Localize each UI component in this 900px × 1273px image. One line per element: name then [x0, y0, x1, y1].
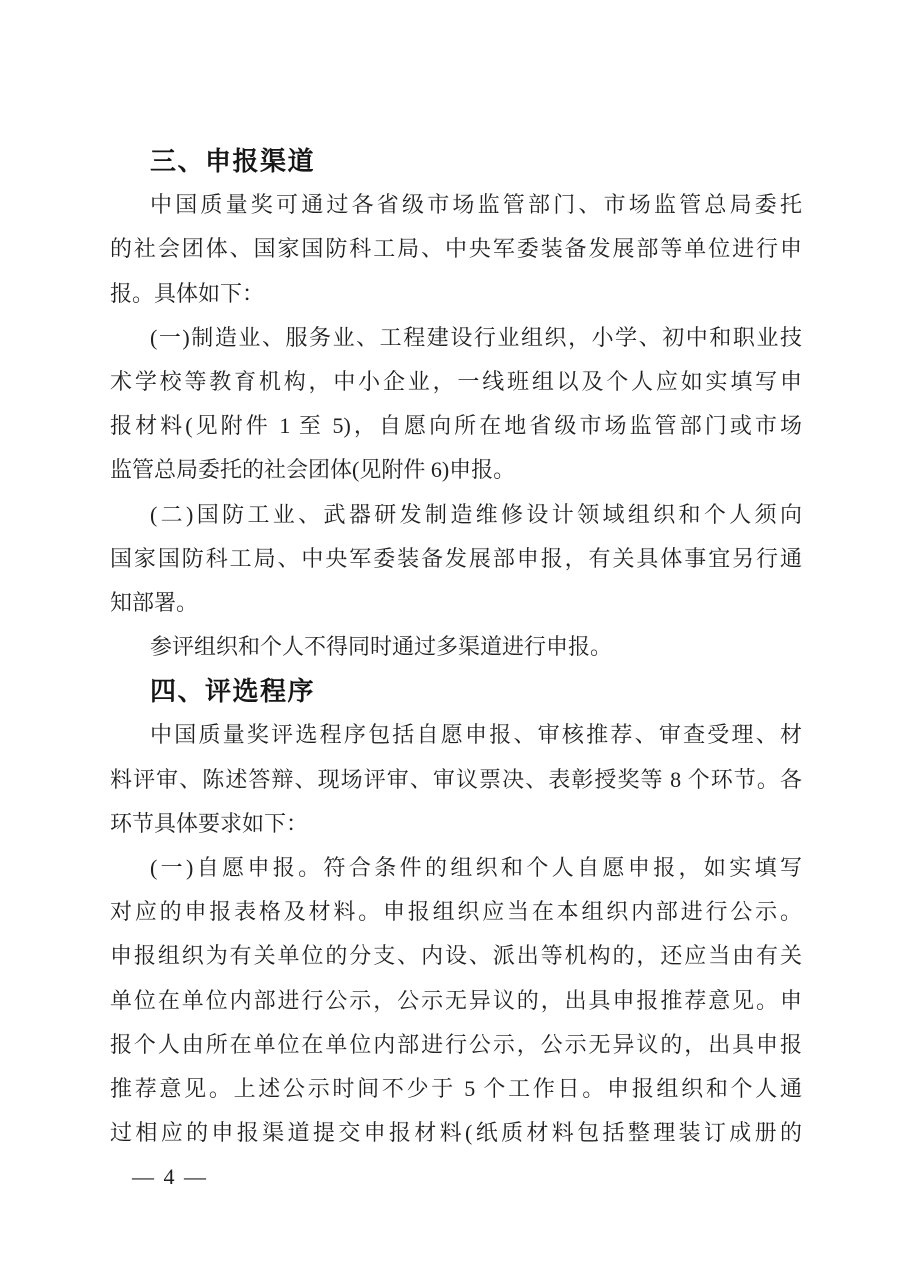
text-line: 报。具体如下： — [110, 280, 265, 306]
text-line: 报个人由所在单位在单位内部进行公示，公示无异议的，出具申报 — [110, 1031, 802, 1057]
text-line: 国家国防科工局、中央军委装备发展部申报，有关具体事宜另行通 — [110, 545, 802, 571]
text-line: 对应的申报表格及材料。申报组织应当在本组织内部进行公示。 — [110, 899, 802, 925]
text-line: 推荐意见。上述公示时间不少于 5 个工作日。申报组织和个人通 — [110, 1075, 802, 1101]
text-line: 中国质量奖可通过各省级市场监管部门、市场监管总局委托 — [150, 192, 802, 218]
text-line: 申报组织为有关单位的分支、内设、派出等机构的，还应当由有关 — [110, 943, 802, 969]
text-line: 术学校等教育机构，中小企业，一线班组以及个人应如实填写申 — [110, 368, 802, 394]
document-body — [110, 139, 802, 1200]
text-line: (二)国防工业、武器研发制造维修设计领域组织和个人须向 — [150, 501, 802, 527]
text-line: 环节具体要求如下： — [110, 810, 309, 836]
section-heading: 四、评选程序 — [150, 676, 316, 707]
text-line: 中国质量奖评选程序包括自愿申报、审核推荐、审查受理、材 — [150, 722, 802, 748]
text-line: 参评组织和个人不得同时通过多渠道进行申报。 — [150, 634, 613, 660]
page-number: — 4 — — [132, 1164, 208, 1190]
text-line: 监管总局委托的社会团体(见附件 6)申报。 — [110, 457, 516, 483]
text-line: (一)制造业、服务业、工程建设行业组织，小学、初中和职业技 — [150, 324, 802, 350]
text-line: 过相应的申报渠道提交申报材料(纸质材料包括整理装订成册的 — [110, 1120, 802, 1146]
section-heading: 三、申报渠道 — [150, 146, 316, 176]
text-line: 知部署。 — [110, 589, 199, 615]
text-line: 料评审、陈述答辩、现场评审、审议票决、表彰授奖等 8 个环节。各 — [110, 766, 802, 792]
text-line: 单位在单位内部进行公示，公示无异议的，出具申报推荐意见。申 — [110, 987, 802, 1013]
text-line: 报材料(见附件 1 至 5)，自愿向所在地省级市场监管部门或市场 — [110, 413, 802, 439]
text-line: 的社会团体、国家国防科工局、中央军委装备发展部等单位进行申 — [110, 236, 802, 262]
text-line: (一)自愿申报。符合条件的组织和个人自愿申报，如实填写 — [150, 855, 802, 880]
